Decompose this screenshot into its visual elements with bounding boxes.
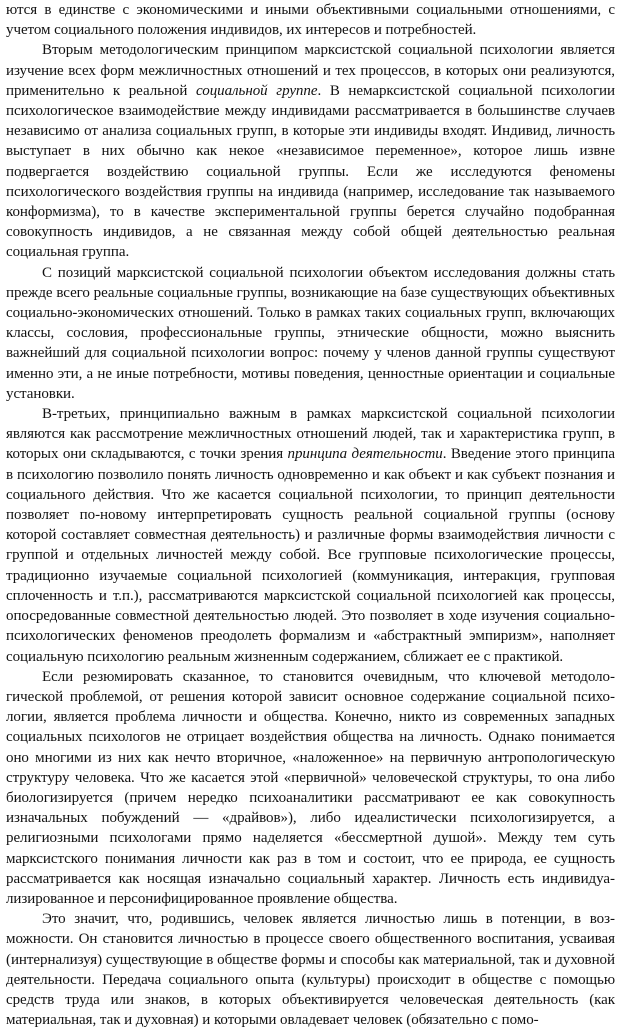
paragraph-text: . В немарксистской социальной психологии психологическое взаимодействие между индивидами рассматривается в большинстве случаев независимо от анализа социальных групп, в которые эти индивиды входят. Индивид, личность выступает в них обычно как некое «независимое переменное», которое лишь извне подвергается воздействию социальной группы. Если же исследуются феномены психологического воздействия группы на индивида (например, исследование так называемого конформизма), то в качестве экспериментальной группы берется случайно подобранная совокупность индивидов, а не связанная между собой общей деятельностью реальная социальная группа. <box>6 82 616 261</box>
paragraph-text: Это значит, что, родившись, человек является личностью лишь в потенции, в возможности. Он становится личностью в процессе своего общественного воспитания, усваивая (интернализуя) существующие в обществе формы и способы как материальной, так и духовной деятельности. Передача социального опыта (культуры) происходит в обществе с помощью средств труда или знаков, в которых объективируется человеческая деятельность (как материальная, так и духовная) и которыми овладевает человек (обязательно с помо- <box>6 911 615 1029</box>
body-paragraph <box>6 263 615 404</box>
paragraph-text: В-третьих, принципиально важным в рамках марксистской социальной психологии являются как рассмотрение межличностных отношений людей, так и характеристика групп, в которых они складываются, с точки зрения <box>6 406 615 463</box>
body-paragraph <box>6 0 615 40</box>
paragraph-text: . Введение этого принципа в психологию позволило понять личность одновременно и как объект и как субъект познания и социального действия. Что же касается социальной психологии, то принцип деятельности позволяет по-новому интерпретировать сущность реальной социальной группы (основу которой составляет совместная деятельность) и различные формы взаимодействия личности с группой и отдельных личностей между собой. Все групповые психологические процессы, традиционно изучаемые социальной психологией (коммуникация, интеракция, групповая сплоченность и т.п.), рассматриваются марксистской социальной психологией как процессы, опосредованные совместной деятельностью людей. Это позволяет в ходе изучения социально-психологических феноменов преодолеть формализм и «абстрактный эмпиризм», наполняет социальную психологию реальным жизненным содержанием, сближает ее с практикой. <box>6 446 615 665</box>
body-paragraph <box>6 667 615 909</box>
body-paragraph <box>6 909 615 1030</box>
paragraph-text: Если резюмировать сказанное, то становится очевидным, что ключевой методологической проблемой, от решения которой зависит основное содержание социальной психологии, является проблема личности и общества. Конечно, никто из современных западных социальных психологов не отрицает воздействия общества на личность. Однако понимается оно многими из них как нечто вторичное, «наложенное» на первичную антропологическую структуру человека. Что же касается этой «первичной» человеческой структуры, то она либо биологизируется (причем нередко психоаналитики рассматривают ее как совокупность изначальных побуждений — «драйвов»), либо идеалистически психологизируется, а религиозными психологами прямо наделяется «бессмертной душой». Между тем суть марксистского понимания личности как раз в том и состоит, что ее природа, ее сущность рассматривается как носящая изначально социальный характер. Личность есть индивидуализированное и персонифицированное проявление общества. <box>6 668 615 907</box>
body-paragraph <box>6 404 615 667</box>
paragraph-text: С позиций марксистской социальной психологии объектом исследования должны стать прежде всего реальные социальные группы, возникающие на базе существующих объективных социально-экономических отношений. Только в рамках таких социальных групп, включающих классы, сословия, профессиональные группы, этнические общности, можно выяснить важнейший для социальной психологии вопрос: почему у членов данной группы существуют именно эти, а не иные потребности, мотивы поведения, ценностные ориентации и социальные установки. <box>6 264 615 402</box>
italic-text: принципа деятельности <box>287 446 443 463</box>
body-paragraph <box>6 40 615 262</box>
paragraph-text: Вторым методологическим принципом марксистской социальной психологии является изучение всех форм межличностных отношений и тех процессов, в которых они реализуются, применительно к реальной <box>6 42 615 99</box>
paragraph-text: ются в единстве с экономическими и иными объективными социальными отношениями, с учетом социального положения индивидов, их интересов и потребностей. <box>6 2 615 39</box>
italic-text: социальной группе <box>196 82 318 99</box>
